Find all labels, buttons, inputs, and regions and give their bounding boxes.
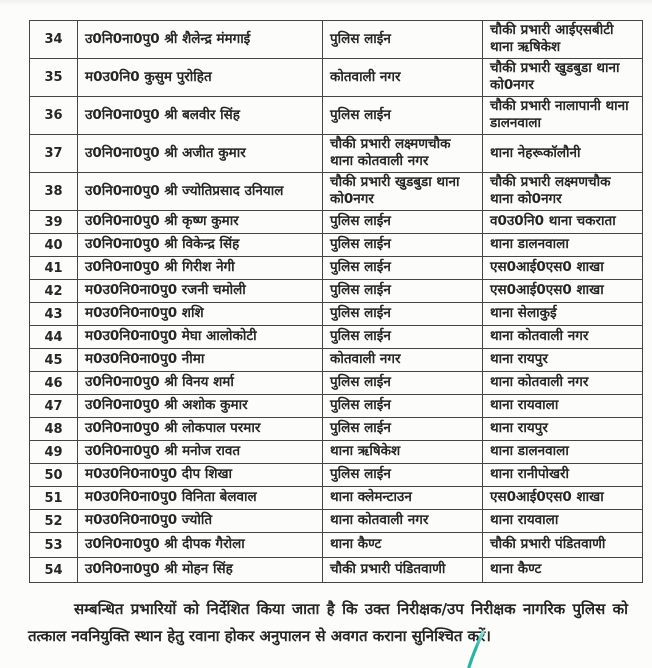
- cell-name: म0उ0नि0ना0पु0 दीप शिखा: [78, 464, 323, 487]
- cell-sno: 41: [30, 257, 78, 280]
- cell-sno: 42: [30, 280, 78, 303]
- table-row: [30, 97, 643, 135]
- cell-name: म0उ0नि0ना0पु0 विनिता बेलवाल: [78, 487, 323, 510]
- table-row: [30, 510, 643, 533]
- table-row: [30, 21, 643, 59]
- cell-sno: 48: [30, 418, 78, 441]
- cell-name: म0उ0नि0ना0पु0 रजनी चमोली: [78, 280, 323, 303]
- cell-from: पुलिस लाईन: [323, 464, 483, 487]
- cell-to: थाना डालनवाला: [483, 441, 643, 464]
- cell-from: थाना कैण्ट: [323, 533, 483, 558]
- cell-name: उ0नि0ना0पु0 श्री बलवीर सिंह: [78, 97, 323, 135]
- cell-to: व0उ0नि0 थाना चकराता: [483, 211, 643, 234]
- cell-sno: 38: [30, 173, 78, 211]
- cell-name: उ0नि0ना0पु0 श्री दीपक गैरोला: [78, 533, 323, 558]
- table-row: [30, 372, 643, 395]
- cell-to: थाना रायवाला: [483, 510, 643, 533]
- cell-sno: 46: [30, 372, 78, 395]
- cell-to: थाना कैण्ट: [483, 558, 643, 583]
- teal-pen-stroke-mark: [460, 630, 490, 668]
- table-row: [30, 173, 643, 211]
- cell-sno: 52: [30, 510, 78, 533]
- cell-from: पुलिस लाईन: [323, 97, 483, 135]
- cell-from: चौकी प्रभारी पंडितवाणी: [323, 558, 483, 583]
- cell-name: उ0नि0ना0पु0 श्री विनय शर्मा: [78, 372, 323, 395]
- cell-from: चौकी प्रभारी खुडबुडा थाना को0नगर: [323, 173, 483, 211]
- cell-to: चौकी प्रभारी नालापानी थाना डालनवाला: [483, 97, 643, 135]
- cell-to: थाना डालनवाला: [483, 234, 643, 257]
- cell-sno: 39: [30, 211, 78, 234]
- cell-from: पुलिस लाईन: [323, 303, 483, 326]
- cell-to: एस0आई0एस0 शाखा: [483, 257, 643, 280]
- cell-sno: 37: [30, 135, 78, 173]
- cell-from: पुलिस लाईन: [323, 21, 483, 59]
- transfer-roster-body: [30, 21, 643, 583]
- cell-from: चौकी प्रभारी लक्ष्मणचौक थाना कोतवाली नगर: [323, 135, 483, 173]
- cell-name: उ0नि0ना0पु0 श्री गिरीश नेगी: [78, 257, 323, 280]
- table-row: [30, 464, 643, 487]
- cell-from: थाना कोतवाली नगर: [323, 510, 483, 533]
- cell-name: म0उ0नि0ना0पु0 शशि: [78, 303, 323, 326]
- cell-sno: 35: [30, 59, 78, 97]
- cell-from: पुलिस लाईन: [323, 234, 483, 257]
- cell-name: उ0नि0ना0पु0 श्री ज्योतिप्रसाद उनियाल: [78, 173, 323, 211]
- cell-name: उ0नि0ना0पु0 श्री शैलेन्द्र मंमगाई: [78, 21, 323, 59]
- transfer-roster-table: [29, 20, 643, 583]
- cell-to: एस0आई0एस0 शाखा: [483, 487, 643, 510]
- cell-to: थाना रायपुर: [483, 349, 643, 372]
- table-row: [30, 280, 643, 303]
- table-row: [30, 441, 643, 464]
- cell-name: म0उ0नि0ना0पु0 मेघा आलोकोटी: [78, 326, 323, 349]
- cell-sno: 45: [30, 349, 78, 372]
- cell-to: चौकी प्रभारी पंडितवाणी: [483, 533, 643, 558]
- cell-to: थाना सेलाकुई: [483, 303, 643, 326]
- table-row: [30, 59, 643, 97]
- cell-sno: 50: [30, 464, 78, 487]
- table-row: [30, 487, 643, 510]
- cell-to: थाना कोतवाली नगर: [483, 372, 643, 395]
- cell-from: पुलिस लाईन: [323, 211, 483, 234]
- closing-instruction-paragraph: सम्बन्धित प्रभारियों को निर्देशित किया जाता है कि उक्त निरीक्षक/उप निरीक्षक नागरिक पुलिस को तत्काल नवनियुक्ति स्थान हेतु रवाना होकर अनुपालन से अवगत कराना सुनिश्चित करें।: [28, 600, 628, 645]
- cell-sno: 44: [30, 326, 78, 349]
- cell-sno: 51: [30, 487, 78, 510]
- cell-from: पुलिस लाईन: [323, 257, 483, 280]
- cell-sno: 34: [30, 21, 78, 59]
- cell-from: पुलिस लाईन: [323, 395, 483, 418]
- cell-from: पुलिस लाईन: [323, 372, 483, 395]
- table-row: [30, 418, 643, 441]
- table-row: [30, 395, 643, 418]
- cell-from: थाना ऋषिकेश: [323, 441, 483, 464]
- cell-name: म0उ0नि0ना0पु0 ज्योति: [78, 510, 323, 533]
- cell-to: चौकी प्रभारी लक्ष्मणचौक थाना को0नगर: [483, 173, 643, 211]
- table-row: [30, 349, 643, 372]
- cell-to: चौकी प्रभारी खुडबुडा थाना को0नगर: [483, 59, 643, 97]
- cell-name: म0उ0नि0ना0पु0 नीमा: [78, 349, 323, 372]
- cell-from: पुलिस लाईन: [323, 418, 483, 441]
- cell-to: थाना रानीपोखरी: [483, 464, 643, 487]
- cell-to: चौकी प्रभारी आईएसबीटी थाना ऋषिकेश: [483, 21, 643, 59]
- table-row: [30, 135, 643, 173]
- cell-sno: 53: [30, 533, 78, 558]
- cell-from: कोतवाली नगर: [323, 349, 483, 372]
- cell-name: उ0नि0ना0पु0 श्री मोहन सिंह: [78, 558, 323, 583]
- cell-sno: 36: [30, 97, 78, 135]
- cell-from: पुलिस लाईन: [323, 280, 483, 303]
- cell-name: म0उ0नि0 कुसुम पुरोहित: [78, 59, 323, 97]
- cell-from: कोतवाली नगर: [323, 59, 483, 97]
- cell-to: थाना नेहरूकॉलौनी: [483, 135, 643, 173]
- cell-to: थाना कोतवाली नगर: [483, 326, 643, 349]
- cell-to: थाना रायपुर: [483, 418, 643, 441]
- cell-name: उ0नि0ना0पु0 श्री विकेन्द्र सिंह: [78, 234, 323, 257]
- cell-to: एस0आई0एस0 शाखा: [483, 280, 643, 303]
- cell-sno: 47: [30, 395, 78, 418]
- cell-from: थाना क्लेमन्टाउन: [323, 487, 483, 510]
- cell-name: उ0नि0ना0पु0 श्री अशोक कुमार: [78, 395, 323, 418]
- cell-sno: 54: [30, 558, 78, 583]
- cell-sno: 43: [30, 303, 78, 326]
- table-row: [30, 558, 643, 583]
- table-row: [30, 303, 643, 326]
- cell-name: उ0नि0ना0पु0 श्री लोकपाल परमार: [78, 418, 323, 441]
- cell-name: उ0नि0ना0पु0 श्री अजीत कुमार: [78, 135, 323, 173]
- table-row: [30, 257, 643, 280]
- cell-from: पुलिस लाईन: [323, 326, 483, 349]
- cell-to: थाना रायवाला: [483, 395, 643, 418]
- cell-sno: 40: [30, 234, 78, 257]
- cell-name: उ0नि0ना0पु0 श्री कृष्ण कुमार: [78, 211, 323, 234]
- cell-sno: 49: [30, 441, 78, 464]
- table-row: [30, 234, 643, 257]
- table-row: [30, 533, 643, 558]
- table-row: [30, 326, 643, 349]
- table-row: [30, 211, 643, 234]
- cell-name: उ0नि0ना0पु0 श्री मनोज रावत: [78, 441, 323, 464]
